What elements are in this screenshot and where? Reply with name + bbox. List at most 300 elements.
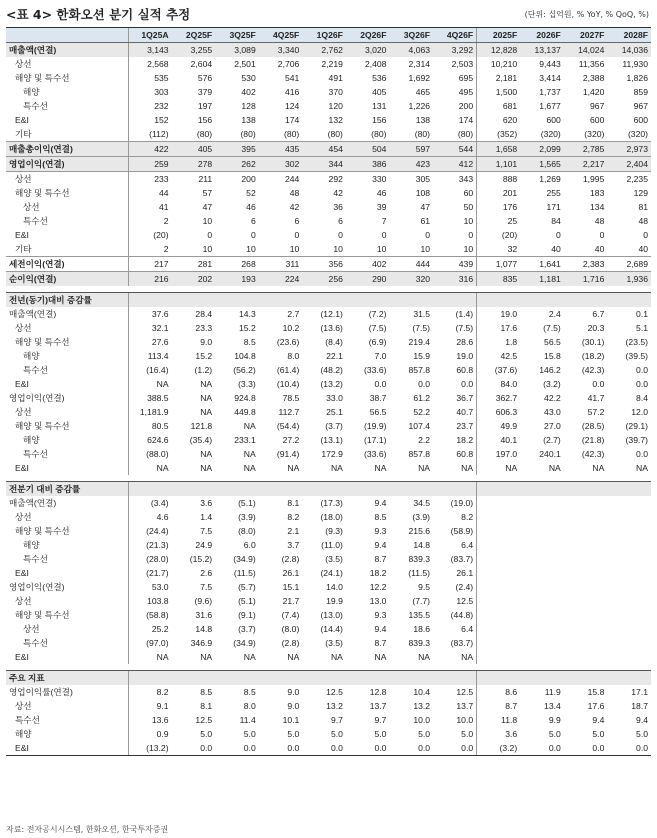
- table-cell: (18.0): [320, 512, 343, 522]
- table-cell: [607, 608, 651, 622]
- table-cell: (23.5): [625, 337, 648, 347]
- row-label: E&I: [15, 568, 29, 578]
- table-row: [6, 157, 651, 172]
- table-cell: (13.6): [320, 323, 343, 333]
- table-row: [6, 482, 651, 497]
- table-cell: (3.9): [412, 512, 431, 522]
- table-cell: 15.2: [195, 351, 213, 361]
- table-cell: (7.5): [412, 323, 431, 333]
- table-row: [6, 447, 651, 461]
- table-cell: 9.7: [330, 715, 343, 725]
- row-label: 해양 및 특수선: [15, 188, 70, 198]
- table-cell: 10.2: [282, 323, 300, 333]
- table-cell: 10: [420, 244, 431, 254]
- table-cell: (9.1): [238, 610, 256, 620]
- table-cell: [477, 293, 521, 308]
- table-cell: (2.7): [543, 435, 561, 445]
- table-cell: [215, 671, 259, 686]
- table-cell: (80): [240, 129, 256, 139]
- table-cell: 0.0: [259, 741, 303, 756]
- table-cell: 416: [284, 87, 300, 97]
- table-cell: 56.5: [369, 407, 387, 417]
- table-cell: 52: [246, 188, 256, 198]
- table-cell: 156: [372, 115, 387, 125]
- table-cell: NA: [243, 449, 256, 459]
- table-cell: 197: [197, 101, 213, 111]
- table-cell: 120: [328, 101, 343, 111]
- table-cell: 346.9: [190, 638, 213, 648]
- table-cell: (42.3): [581, 365, 605, 375]
- table-cell: 495: [458, 87, 474, 97]
- table-cell: NA: [287, 652, 300, 662]
- table-cell: 0.0: [374, 379, 387, 389]
- table-cell: 14.3: [239, 309, 256, 319]
- table-cell: 31.5: [413, 309, 431, 319]
- table-cell: 183: [590, 188, 605, 198]
- table-cell: (2.8): [281, 554, 300, 564]
- table-cell: [477, 608, 521, 622]
- table-cell: (17.3): [320, 498, 343, 508]
- table-cell: NA: [477, 461, 521, 475]
- table-row: [6, 228, 651, 242]
- table-cell: [607, 650, 651, 664]
- table-cell: 28.4: [195, 309, 213, 319]
- table-row: [6, 671, 651, 686]
- table-cell: 174: [284, 115, 300, 125]
- table-cell: (80): [284, 129, 300, 139]
- column-header: 3Q25F: [215, 28, 259, 43]
- table-cell: 3,255: [172, 43, 216, 58]
- table-cell: 9.4: [374, 624, 387, 634]
- table-cell: 5.0: [461, 729, 474, 739]
- table-cell: 1,181: [520, 272, 564, 287]
- table-cell: 259: [128, 157, 172, 172]
- table-cell: 17.6: [477, 321, 521, 335]
- table-cell: 5.0: [418, 729, 431, 739]
- table-cell: [607, 552, 651, 566]
- table-cell: 1,420: [582, 87, 605, 97]
- table-cell: 262: [215, 157, 259, 172]
- table-cell: (1.2): [194, 365, 213, 375]
- table-cell: 2,099: [520, 142, 564, 157]
- row-label: 상선: [15, 701, 32, 711]
- table-cell: [346, 482, 390, 497]
- table-row: [6, 727, 651, 741]
- table-cell: 23.7: [456, 421, 474, 431]
- table-cell: 465: [415, 87, 431, 97]
- row-label: 상선: [15, 59, 32, 69]
- table-cell: (3.2): [477, 741, 521, 756]
- table-cell: (80): [327, 129, 343, 139]
- table-cell: 2.4: [548, 309, 561, 319]
- row-label: 상선: [15, 407, 32, 417]
- table-row: [6, 552, 651, 566]
- table-cell: 10: [202, 244, 213, 254]
- table-cell: [520, 293, 564, 308]
- table-cell: NA: [461, 463, 474, 473]
- table-cell: 121.8: [190, 421, 213, 431]
- table-cell: 31.6: [195, 610, 213, 620]
- table-cell: [477, 671, 521, 686]
- row-label: 기타: [15, 129, 32, 139]
- table-cell: (44.8): [450, 610, 474, 620]
- table-cell: 15.9: [413, 351, 431, 361]
- table-cell: 52.2: [413, 407, 431, 417]
- row-label: 특수선: [23, 101, 48, 111]
- table-row: [6, 580, 651, 594]
- table-cell: 0: [425, 230, 431, 240]
- table-cell: (19.9): [364, 421, 387, 431]
- table-cell: 454: [302, 142, 346, 157]
- table-cell: [520, 594, 564, 608]
- table-cell: 8.5: [243, 337, 256, 347]
- table-cell: [564, 510, 608, 524]
- table-cell: 9.0: [200, 337, 213, 347]
- table-row: [6, 200, 651, 214]
- row-label: 상선: [23, 624, 40, 634]
- table-cell: 8.6: [477, 685, 521, 699]
- table-cell: NA: [200, 652, 213, 662]
- table-cell: 43.0: [544, 407, 561, 417]
- table-cell: 25.1: [326, 407, 343, 417]
- table-cell: 4.6: [128, 510, 172, 524]
- table-cell: 81: [638, 202, 648, 212]
- table-cell: NA: [200, 463, 213, 473]
- table-cell: [564, 580, 608, 594]
- table-cell: 13.0: [369, 596, 387, 606]
- table-cell: 12,828: [477, 43, 521, 58]
- table-cell: [607, 636, 651, 650]
- table-cell: 9.9: [548, 715, 561, 725]
- table-cell: 1,500: [477, 85, 521, 99]
- table-cell: 11.8: [477, 713, 521, 727]
- table-cell: 6.0: [243, 540, 256, 550]
- table-cell: 857.8: [408, 449, 431, 459]
- table-cell: 6.7: [592, 309, 605, 319]
- table-row: [6, 510, 651, 524]
- table-cell: 12.0: [631, 407, 648, 417]
- table-cell: 9.3: [374, 610, 387, 620]
- table-cell: 23.3: [195, 323, 213, 333]
- table-cell: 2,408: [364, 59, 387, 69]
- table-row: [6, 377, 651, 391]
- table-cell: 60.8: [456, 449, 474, 459]
- table-cell: 10.0: [413, 715, 431, 725]
- row-label: E&I: [15, 230, 29, 240]
- table-cell: [259, 482, 303, 497]
- table-cell: 5.0: [592, 729, 605, 739]
- table-cell: 19.0: [456, 351, 474, 361]
- table-cell: 12.5: [456, 596, 474, 606]
- table-cell: 2,501: [234, 59, 256, 69]
- row-label: 상선: [15, 596, 32, 606]
- table-cell: [477, 580, 521, 594]
- table-cell: 344: [302, 157, 346, 172]
- table-cell: [607, 580, 651, 594]
- table-cell: [215, 482, 259, 497]
- table-cell: 402: [241, 87, 256, 97]
- table-cell: 12.5: [326, 687, 343, 697]
- table-cell: 14,024: [564, 43, 608, 58]
- table-cell: 135.5: [408, 610, 431, 620]
- table-cell: 435: [259, 142, 303, 157]
- table-cell: 11,930: [622, 59, 648, 69]
- table-cell: 1,658: [477, 142, 521, 157]
- table-cell: 13.4: [544, 701, 561, 711]
- table-cell: 8.4: [636, 393, 648, 403]
- table-cell: 600: [590, 115, 605, 125]
- table-cell: 2,217: [564, 157, 608, 172]
- table-cell: 2,762: [302, 43, 346, 58]
- table-cell: 36: [333, 202, 343, 212]
- table-cell: 232: [128, 99, 172, 113]
- table-cell: 0: [250, 230, 256, 240]
- table-cell: 0: [643, 230, 648, 240]
- table-cell: 330: [372, 174, 387, 184]
- table-cell: 36.7: [456, 393, 474, 403]
- table-cell: 0.0: [389, 741, 433, 756]
- table-cell: 491: [328, 73, 343, 83]
- table-cell: (20): [128, 228, 172, 242]
- table-cell: 46: [246, 202, 256, 212]
- table-cell: 681: [477, 99, 521, 113]
- table-cell: (42.3): [581, 449, 605, 459]
- table-cell: 27.2: [282, 435, 300, 445]
- table-cell: [607, 496, 651, 510]
- table-cell: 4,063: [389, 43, 433, 58]
- table-cell: 27.6: [128, 335, 172, 349]
- table-row: [6, 113, 651, 127]
- table-cell: 839.3: [408, 638, 431, 648]
- table-cell: 32: [477, 242, 521, 257]
- table-cell: 11.9: [544, 687, 561, 697]
- table-cell: 40: [638, 244, 648, 254]
- table-cell: 8.7: [374, 638, 387, 648]
- table-cell: 11,356: [578, 59, 605, 69]
- table-cell: 40.7: [456, 407, 474, 417]
- table-cell: 78.5: [282, 393, 300, 403]
- table-cell: 233: [128, 172, 172, 187]
- row-label: 매출액(연결): [9, 498, 57, 508]
- table-row: [6, 461, 651, 475]
- table-cell: 10: [202, 216, 213, 226]
- row-label: 특수선: [23, 554, 48, 564]
- table-cell: 305: [415, 174, 431, 184]
- table-cell: 1,641: [520, 257, 564, 272]
- row-label: E&I: [15, 115, 29, 125]
- table-cell: 172.9: [321, 449, 343, 459]
- table-cell: 113.4: [128, 349, 172, 363]
- table-cell: (39.7): [625, 435, 648, 445]
- table-cell: 8.2: [287, 512, 300, 522]
- table-cell: 281: [172, 257, 216, 272]
- table-cell: [520, 650, 564, 664]
- table-row: [6, 419, 651, 433]
- table-cell: [520, 636, 564, 650]
- table-cell: 2,235: [626, 174, 648, 184]
- table-cell: 14.8: [413, 540, 431, 550]
- table-cell: (13.2): [128, 741, 172, 756]
- table-row: [6, 699, 651, 713]
- table-cell: 8.7: [374, 554, 387, 564]
- table-cell: 1,716: [564, 272, 608, 287]
- table-cell: (37.6): [477, 363, 521, 377]
- table-cell: 42: [289, 202, 300, 212]
- table-cell: 3,340: [259, 43, 303, 58]
- table-cell: 108: [415, 188, 431, 198]
- table-cell: (80): [414, 129, 431, 139]
- table-cell: 15.8: [544, 351, 561, 361]
- table-cell: [259, 293, 303, 308]
- table-cell: (5.1): [238, 596, 256, 606]
- table-row: [6, 272, 651, 287]
- table-cell: 2.2: [418, 435, 431, 445]
- table-cell: 362.7: [477, 391, 521, 405]
- table-cell: 10: [333, 244, 343, 254]
- table-cell: 9,443: [539, 59, 561, 69]
- table-cell: (24.1): [320, 568, 343, 578]
- table-cell: 50: [463, 202, 474, 212]
- table-cell: [520, 552, 564, 566]
- table-cell: 9.4: [374, 498, 387, 508]
- table-cell: 20.3: [587, 323, 605, 333]
- table-cell: [607, 566, 651, 580]
- table-cell: 15.2: [239, 323, 256, 333]
- table-row: [6, 293, 651, 308]
- table-cell: (3.5): [325, 638, 343, 648]
- table-cell: [607, 538, 651, 552]
- table-cell: 5.0: [636, 729, 648, 739]
- row-label: 전년(동기)대비 증감률: [6, 293, 128, 308]
- row-label: 해양 및 특수선: [15, 421, 70, 431]
- table-cell: 11.4: [239, 715, 256, 725]
- table-cell: 2,973: [607, 142, 651, 157]
- table-cell: 3.7: [287, 540, 300, 550]
- table-cell: 129: [633, 188, 648, 198]
- table-cell: (12.1): [320, 309, 343, 319]
- table-cell: NA: [200, 393, 213, 403]
- row-label: E&I: [15, 652, 29, 662]
- row-label: 해양: [15, 729, 32, 739]
- table-cell: 9.3: [374, 526, 387, 536]
- table-cell: 2.7: [287, 309, 300, 319]
- table-cell: 8.2: [128, 685, 172, 699]
- row-label: 해양 및 특수선: [15, 610, 70, 620]
- table-cell: 7.0: [374, 351, 387, 361]
- row-label: 상선: [15, 512, 32, 522]
- table-row: [6, 433, 651, 447]
- table-row: [6, 608, 651, 622]
- table-cell: 8.5: [374, 512, 387, 522]
- table-cell: 27.0: [544, 421, 561, 431]
- table-cell: [564, 524, 608, 538]
- table-cell: 292: [328, 174, 343, 184]
- table-cell: 1,936: [607, 272, 651, 287]
- table-cell: (3.2): [543, 379, 561, 389]
- table-cell: [564, 566, 608, 580]
- table-cell: (33.6): [364, 449, 387, 459]
- table-cell: 2,314: [408, 59, 431, 69]
- table-cell: [128, 671, 172, 686]
- table-cell: [477, 552, 521, 566]
- table-cell: 0: [207, 230, 213, 240]
- table-cell: (11.5): [233, 568, 256, 578]
- table-cell: 5.0: [330, 729, 343, 739]
- table-cell: (97.0): [128, 636, 172, 650]
- table-cell: (6.9): [368, 337, 387, 347]
- table-cell: 386: [346, 157, 390, 172]
- table-cell: 302: [259, 157, 303, 172]
- table-cell: 504: [346, 142, 390, 157]
- table-cell: 42: [333, 188, 343, 198]
- table-cell: [520, 524, 564, 538]
- table-cell: 103.8: [128, 594, 172, 608]
- table-cell: 0.0: [433, 741, 477, 756]
- table-cell: (7.5): [368, 323, 387, 333]
- table-cell: 8.7: [477, 699, 521, 713]
- table-cell: 47: [420, 202, 431, 212]
- table-row: [6, 391, 651, 405]
- table-cell: 2,383: [564, 257, 608, 272]
- table-title: <표 4> 한화오션 분기 실적 추정: [6, 7, 191, 22]
- table-cell: [564, 482, 608, 497]
- table-cell: 5.0: [287, 729, 300, 739]
- row-label: 상선: [15, 174, 32, 184]
- table-cell: 3,414: [539, 73, 561, 83]
- table-cell: NA: [287, 463, 300, 473]
- table-cell: 0.9: [128, 727, 172, 741]
- table-cell: [302, 293, 346, 308]
- table-cell: 423: [389, 157, 433, 172]
- table-cell: [564, 552, 608, 566]
- table-cell: 10: [376, 244, 387, 254]
- table-cell: 22.1: [326, 351, 343, 361]
- table-cell: 19.9: [326, 596, 343, 606]
- table-cell: 15.1: [282, 582, 300, 592]
- table-cell: 0: [556, 230, 561, 240]
- table-cell: (21.7): [128, 566, 172, 580]
- table-cell: [607, 671, 651, 686]
- table-cell: 6.4: [461, 624, 474, 634]
- table-cell: (8.4): [325, 337, 343, 347]
- table-cell: 21.7: [282, 596, 300, 606]
- table-cell: NA: [374, 463, 387, 473]
- table-cell: 8.0: [243, 701, 256, 711]
- table-cell: [389, 482, 433, 497]
- header-label-cell: [6, 28, 128, 43]
- table-cell: 3.6: [200, 498, 213, 508]
- column-header: 2025F: [477, 28, 521, 43]
- row-label: 해양: [23, 351, 40, 361]
- table-cell: 967: [590, 101, 605, 111]
- table-cell: (1.4): [455, 309, 474, 319]
- table-row: [6, 685, 651, 699]
- table-cell: 0.0: [564, 741, 608, 756]
- table-cell: (320): [584, 129, 605, 139]
- table-cell: [607, 482, 651, 497]
- table-cell: 2,404: [607, 157, 651, 172]
- table-cell: 46: [376, 188, 387, 198]
- row-label: 기타: [15, 244, 32, 254]
- row-label: E&I: [15, 463, 29, 473]
- table-cell: (7.5): [543, 323, 561, 333]
- row-label: 상선: [23, 202, 40, 212]
- table-cell: 10: [289, 244, 300, 254]
- table-row: [6, 650, 651, 664]
- table-cell: 5.0: [243, 729, 256, 739]
- table-cell: NA: [200, 379, 213, 389]
- row-label: 특수선: [23, 449, 48, 459]
